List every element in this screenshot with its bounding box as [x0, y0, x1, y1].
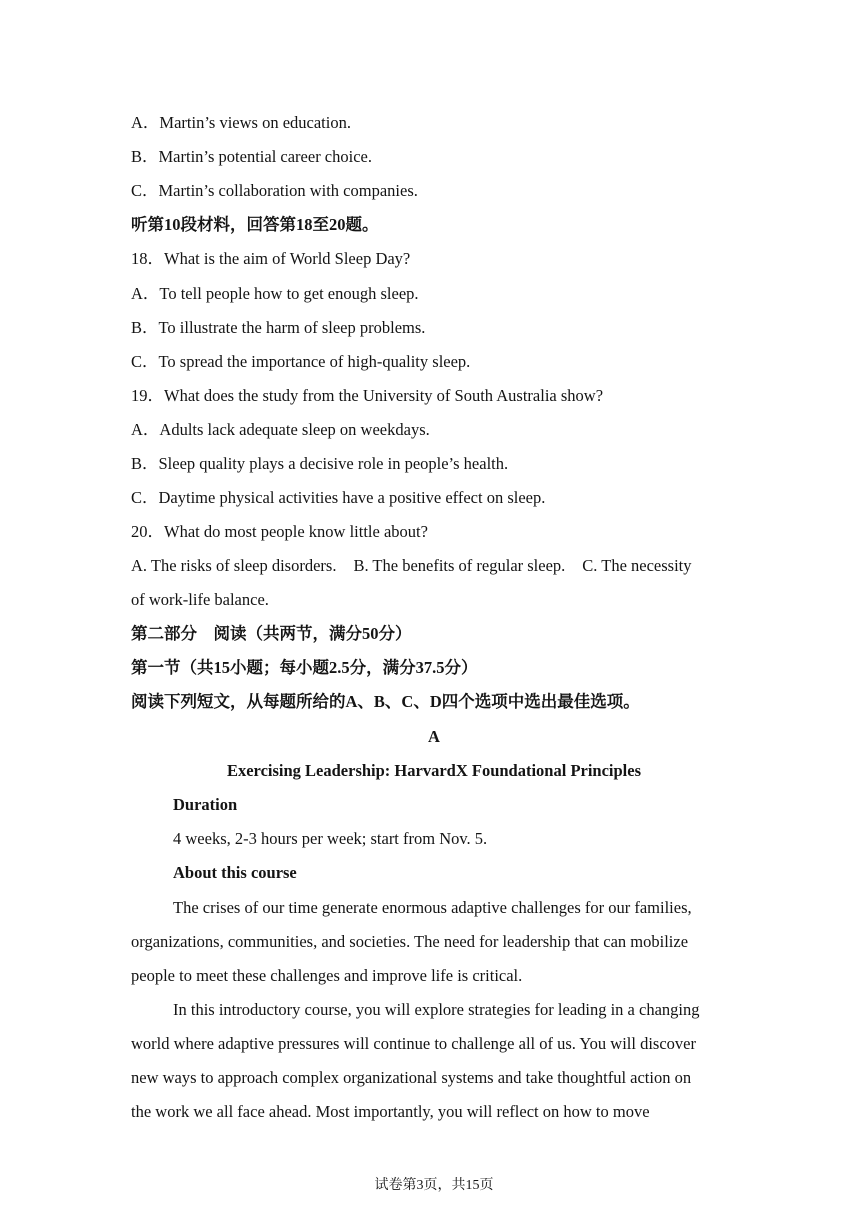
q19-option-b: B．Sleep quality plays a decisive role in people’s health. — [131, 454, 509, 473]
section-one-title: 第一节（共15小题；每小题2.5分，满分37.5分） — [131, 658, 478, 677]
passage-title: Exercising Leadership: HarvardX Foundational Principles — [226, 761, 642, 780]
paragraph2-line3: new ways to approach complex organizational systems and take thoughtful action on — [131, 1068, 692, 1087]
paragraph1-line3: people to meet these challenges and improve life is critical. — [131, 966, 523, 985]
part-two-title: 第二部分 阅读（共两节，满分50分） — [131, 624, 412, 643]
q20-option-a: A. The risks of sleep disorders. — [131, 556, 337, 575]
q17-option-a: A．Martin’s views on education. — [131, 113, 351, 132]
q20-question: 20．What do most people know little about? — [131, 522, 428, 541]
paragraph2-line4: the work we all face ahead. Most importantly, you will reflect on how to move — [131, 1102, 650, 1121]
q19-question: 19．What does the study from the University of South Australia show? — [131, 386, 604, 405]
duration-text: 4 weeks, 2-3 hours per week; start from Nov. 5. — [173, 829, 488, 848]
q19-option-c: C．Daytime physical activities have a positive effect on sleep. — [131, 488, 546, 507]
q17-option-b: B．Martin’s potential career choice. — [131, 147, 372, 166]
q20-option-c: C. The necessity — [582, 556, 692, 575]
duration-heading: Duration — [173, 795, 238, 814]
paragraph2-line2: world where adaptive pressures will continue to challenge all of us. You will discover — [131, 1034, 696, 1053]
paragraph1-line2: organizations, communities, and societies. The need for leadership that can mobilize — [131, 932, 689, 951]
passage-letter: A — [428, 727, 440, 746]
about-heading: About this course — [173, 863, 297, 882]
q20-option-c-continued: of work-life balance. — [131, 590, 269, 609]
paragraph2-line1: In this introductory course, you will explore strategies for leading in a changing — [173, 1000, 700, 1019]
section10-instruction: 听第10段材料，回答第18至20题。 — [131, 215, 379, 234]
q18-option-a: A．To tell people how to get enough sleep. — [131, 284, 419, 303]
paragraph1-line1: The crises of our time generate enormous adaptive challenges for our families, — [173, 898, 692, 917]
q19-option-a: A．Adults lack adequate sleep on weekdays. — [131, 420, 430, 439]
page-footer: 试卷第3页，共15页 — [374, 1178, 494, 1193]
q18-question: 18．What is the aim of World Sleep Day? — [131, 249, 411, 268]
q20-options-row — [131, 555, 692, 577]
q17-option-c: C．Martin’s collaboration with companies. — [131, 181, 418, 200]
q18-option-c: C．To spread the importance of high-quality sleep. — [131, 352, 471, 371]
q20-option-b: B. The benefits of regular sleep. — [353, 556, 566, 575]
reading-instruction: 阅读下列短文，从每题所给的A、B、C、D四个选项中选出最佳选项。 — [131, 692, 640, 711]
q18-option-b: B．To illustrate the harm of sleep problems. — [131, 318, 426, 337]
